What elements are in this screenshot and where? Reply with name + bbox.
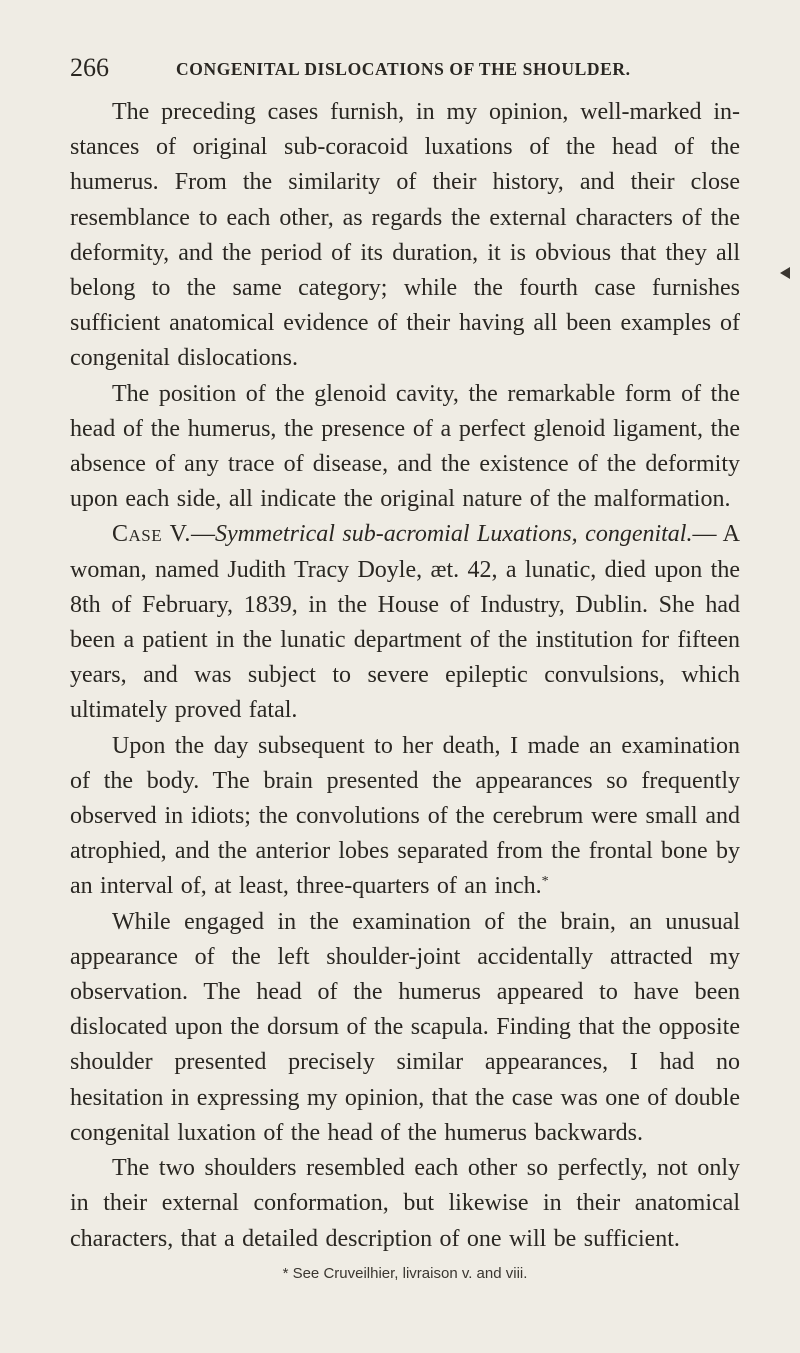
case-dash: — — [190, 521, 215, 548]
case-text: — A woman, named Judith Tracy Doyle, æt. 42, a lunatic, died upon the 8th of February, 1839, in the House of Industry, Dublin. She had been a patient in the lunatic department of the institution for fifteen years, and was subject to severe epileptic convulsions, which ultimately proved fatal. — [70, 521, 740, 724]
footnote-marker: * — [541, 874, 549, 890]
footnote: * See Cruveilhier, livraison v. and viii. — [282, 1265, 528, 1282]
paragraph-4-text: Upon the day subsequent to her death, I made an examination of the body. The brain presented the appearances so frequently observed in idiots; the convolutions of the cerebrum were small and atrophied, and the anterior lobes separated from the frontal bone by an interval of, at least, three-quarters of an inch. — [70, 732, 740, 900]
paragraph-6: The two shoulders resembled each other so perfectly, not only in their external conformation, but likewise in their anatomical characters, that a detailed description of one will be sufficient. — [70, 1155, 740, 1252]
body-text — [70, 95, 740, 1257]
running-head — [70, 48, 740, 88]
case-label: Case V. — [112, 521, 191, 548]
paragraph-case-v — [70, 517, 740, 728]
paragraph-5: While engaged in the examination of the brain, an unusual appearance of the left shoulder-joint accidentally attracted my observation. The head of the humerus appeared to have been dislocated upon the dorsum of the scapula. Finding that the opposite shoulder presented precisely similar appearances, I had no hesitation in expressing my opinion, that the case was one of double congenital luxation of the head of the humerus backwards. — [70, 908, 740, 1146]
paragraph-1: The preceding cases furnish, in my opinion, well-marked instances of original sub-coracoid luxations of the head of the humerus. From the similarity of their history, and their close resemblance to each other, as regards the external characters of the deformity, and the period of its duration, it is obvious that they all belong to the same category; while the fourth case furnishes sufficient anatomical evidence of their having all been examples of congenital dislocations. — [70, 99, 740, 372]
page-number: 266 — [70, 53, 109, 82]
paragraph-2: The position of the glenoid cavity, the remarkable form of the head of the humerus, the presence of a perfect glenoid ligament, the absence of any trace of disease, and the existence of the deformity upon each side, all indicate the original nature of the malformation. — [70, 380, 740, 513]
case-title: Symmetrical sub-acromial Luxations, congenital. — [214, 521, 693, 548]
running-head-title: CONGENITAL DISLOCATIONS OF THE SHOULDER. — [176, 59, 631, 79]
paragraph-4 — [70, 729, 740, 905]
margin-arrow-icon — [780, 267, 790, 279]
